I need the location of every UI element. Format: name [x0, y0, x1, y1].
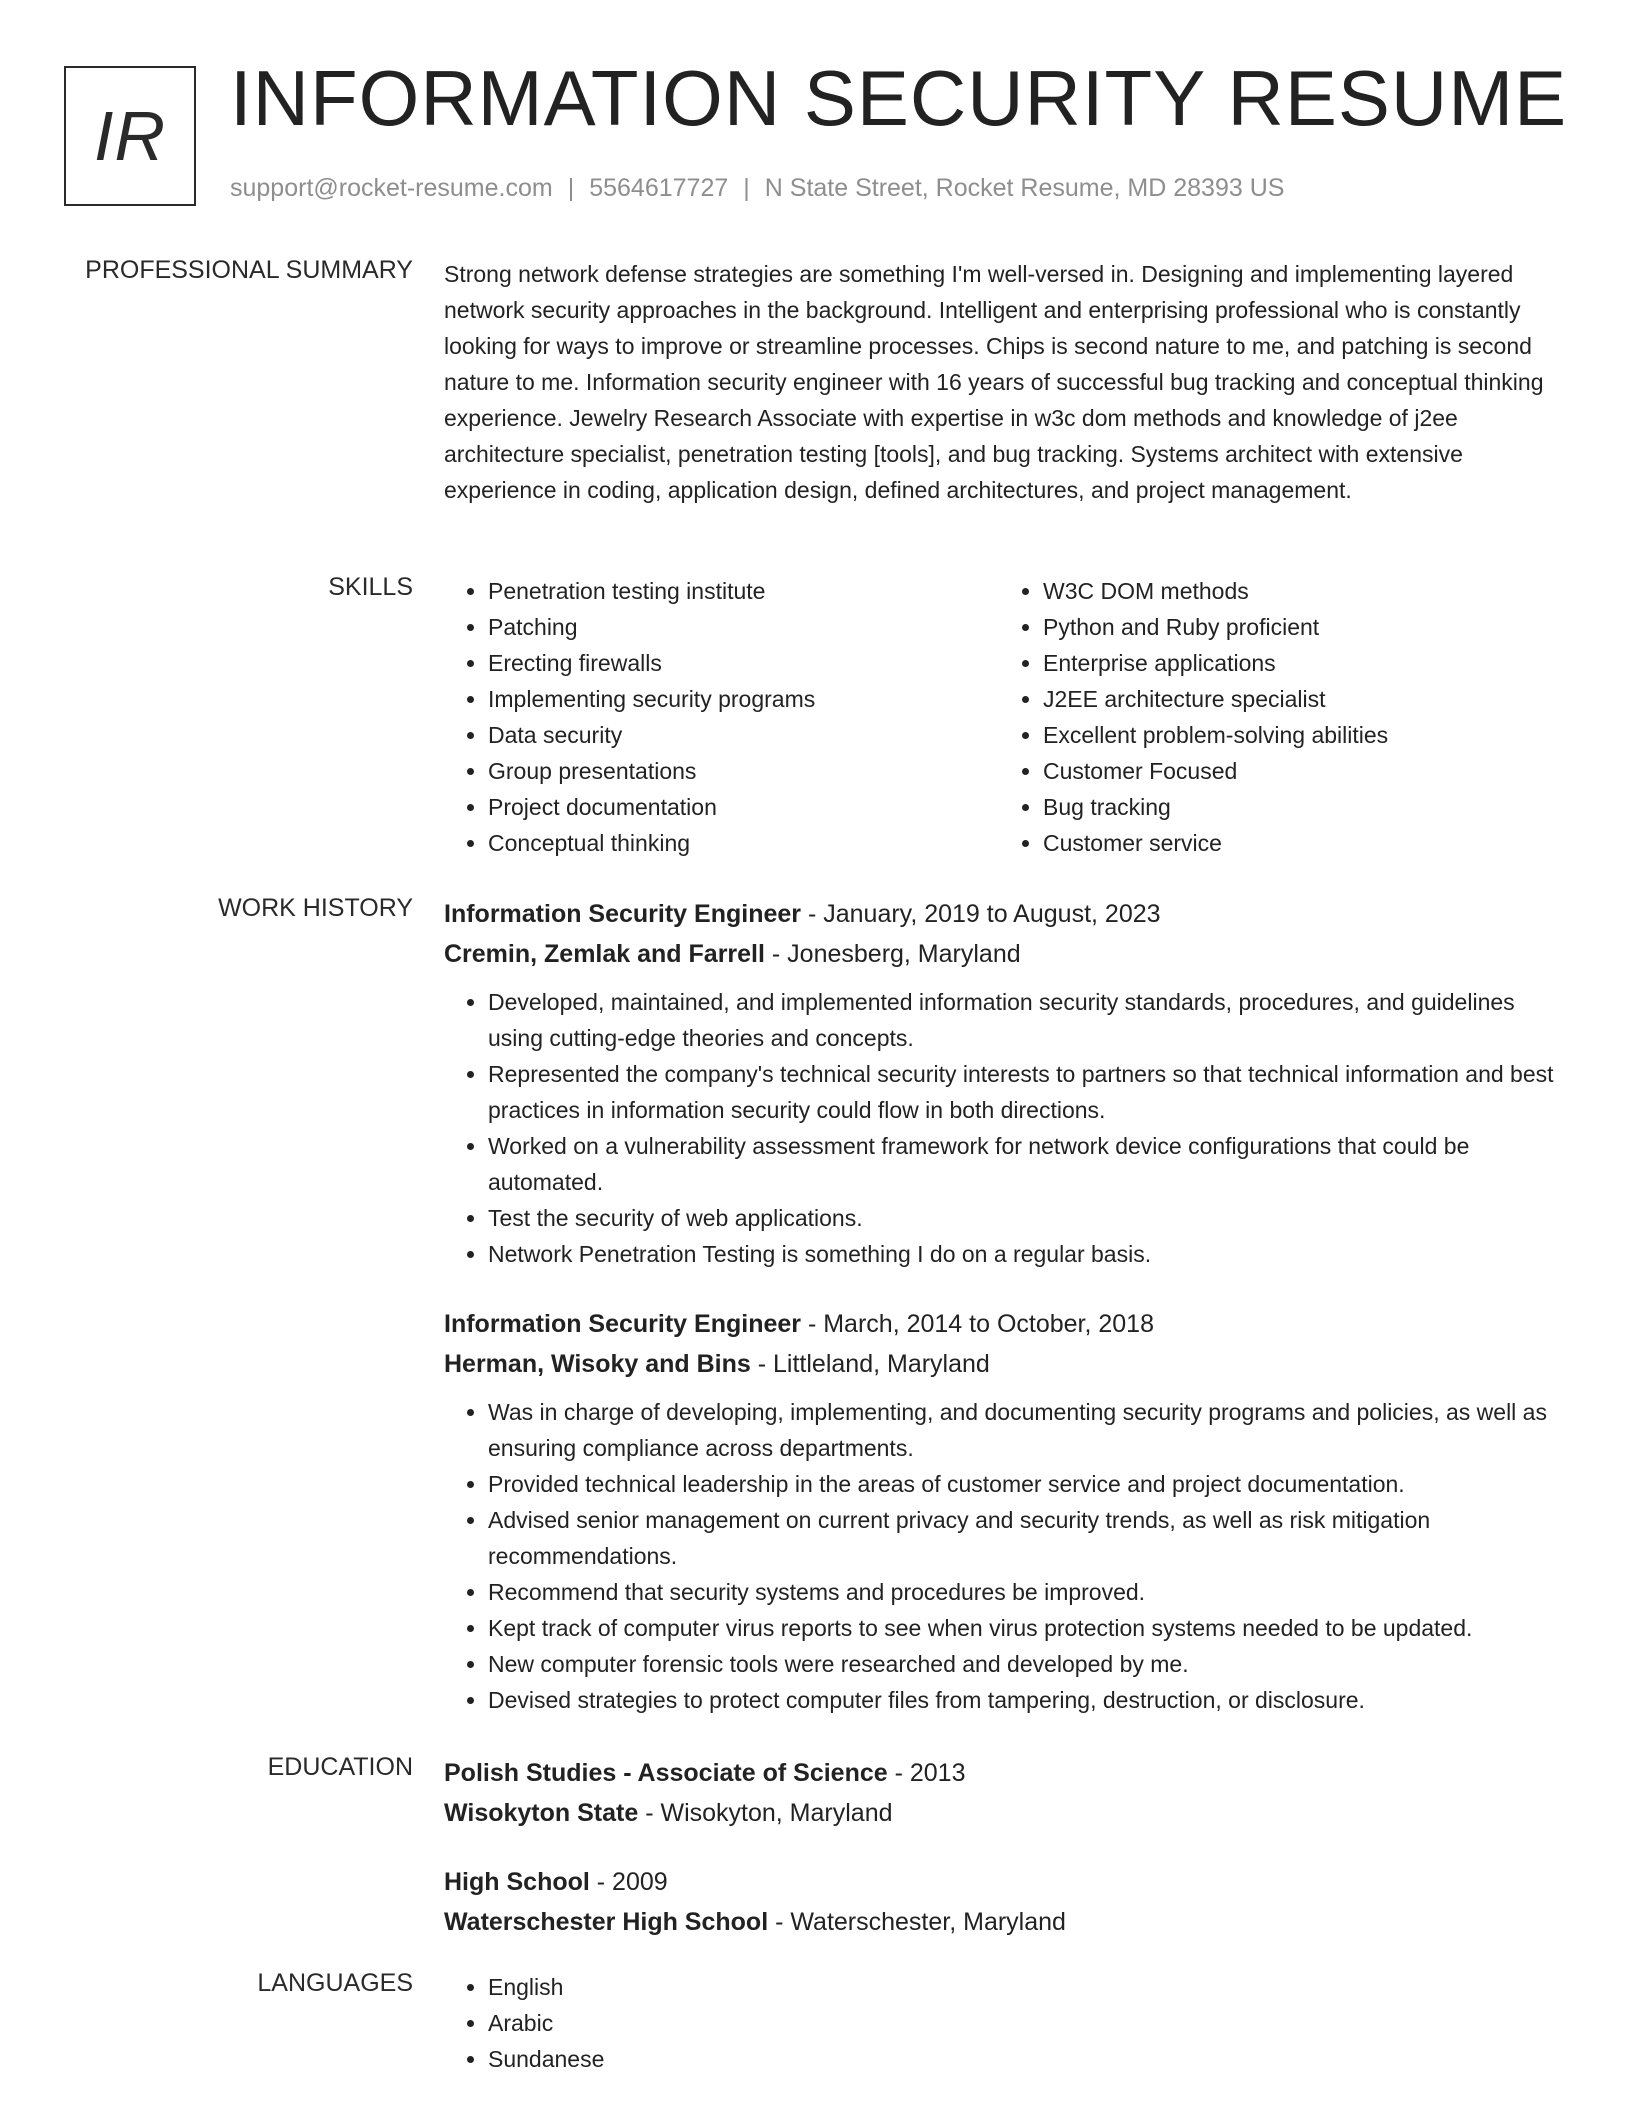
section-label-work: WORK HISTORY — [218, 894, 413, 922]
section-label-summary: PROFESSIONAL SUMMARY — [85, 256, 413, 284]
work-content — [444, 894, 1554, 1718]
section-label-education: EDUCATION — [267, 1753, 413, 1781]
address: N State Street, Rocket Resume, MD 28393 US — [764, 174, 1285, 202]
job-bullet: • Devised strategies to protect computer files from tampering, destruction, or disclosure. — [488, 1682, 1554, 1718]
education-year: - 2009 — [589, 1868, 668, 1896]
skill-item: • J2EE architecture specialist — [1043, 681, 1554, 717]
skill-item: • Enterprise applications — [1043, 645, 1554, 681]
language-item: • Arabic — [488, 2005, 1554, 2041]
skill-item: • Group presentations — [488, 753, 999, 789]
education-year: - 2013 — [887, 1759, 966, 1787]
education-location: - Wisokyton, Maryland — [638, 1799, 893, 1827]
skill-item: • Patching — [488, 609, 999, 645]
skill-item: • Penetration testing institute — [488, 573, 999, 609]
job-location: - Jonesberg, Maryland — [764, 940, 1021, 968]
education-content — [444, 1753, 1554, 1942]
skill-item: • W3C DOM methods — [1043, 573, 1554, 609]
education-school-line — [444, 1793, 1554, 1833]
education-location: - Waterschester, Maryland — [768, 1908, 1066, 1936]
education-degree: Polish Studies - Associate of Science — [444, 1759, 888, 1787]
job-company-line — [444, 1344, 1554, 1384]
monogram-logo: IR — [64, 66, 196, 206]
section-label-languages: LANGUAGES — [257, 1969, 413, 1997]
language-item: • English — [488, 1969, 1554, 2005]
languages-list — [444, 1969, 1554, 2077]
job-bullet: • Advised senior management on current privacy and security trends, as well as risk mitigation recommendations. — [488, 1502, 1554, 1574]
education-degree-line — [444, 1753, 1554, 1793]
skill-item: • Excellent problem-solving abilities — [1043, 717, 1554, 753]
skill-item: • Customer Focused — [1043, 753, 1554, 789]
skill-item: • Bug tracking — [1043, 789, 1554, 825]
job-dates: - March, 2014 to October, 2018 — [801, 1310, 1154, 1338]
job-entry — [444, 894, 1554, 1272]
job-title: Information Security Engineer — [444, 900, 802, 928]
summary-content — [444, 256, 1554, 508]
languages-content — [444, 1969, 1554, 2077]
phone-number: 5564617727 — [589, 174, 729, 202]
job-bullets — [444, 984, 1554, 1272]
section-label-skills: SKILLS — [328, 573, 413, 601]
education-school-line — [444, 1902, 1554, 1942]
job-bullets — [444, 1394, 1554, 1718]
skill-item: • Implementing security programs — [488, 681, 999, 717]
email-link[interactable]: support@rocket-resume.com — [230, 174, 553, 202]
contact-separator: | — [743, 174, 750, 202]
language-item: • Sundanese — [488, 2041, 1554, 2077]
summary-text: Strong network defense strategies are something I'm well-versed in. Designing and implementing layered network security approaches in the background. Intelligent and enterprising professional who is constantly looking for ways to improve or streamline processes. Chips is second nature to me, and patching is second nature to me. Information security engineer with 16 years of successful bug tracking and conceptual thinking experience. Jewelry Research Associate with expertise in w3c dom methods and knowledge of j2ee architecture specialist, penetration testing [tools], and bug tracking. Systems architect with extensive experience in coding, application design, defined architectures, and project management. — [444, 261, 1544, 503]
job-entry — [444, 1304, 1554, 1718]
job-bullet: • Test the security of web applications. — [488, 1200, 1554, 1236]
job-bullet: • New computer forensic tools were researched and developed by me. — [488, 1646, 1554, 1682]
job-bullet: • Developed, maintained, and implemented information security standards, procedures, and guidelines using cutting-edge theories and concepts. — [488, 984, 1554, 1056]
job-dates: - January, 2019 to August, 2023 — [801, 900, 1161, 928]
skill-item: • Erecting firewalls — [488, 645, 999, 681]
job-company: Cremin, Zemlak and Farrell — [444, 940, 765, 968]
skill-item: • Project documentation — [488, 789, 999, 825]
education-degree: High School — [444, 1868, 590, 1896]
education-entry — [444, 1862, 1554, 1942]
skills-list-left — [444, 573, 999, 861]
education-entry — [444, 1753, 1554, 1833]
job-bullet: • Recommend that security systems and procedures be improved. — [488, 1574, 1554, 1610]
job-bullet: • Network Penetration Testing is something I do on a regular basis. — [488, 1236, 1554, 1272]
skill-item: • Python and Ruby proficient — [1043, 609, 1554, 645]
job-bullet: • Kept track of computer virus reports to see when virus protection systems needed to be updated. — [488, 1610, 1554, 1646]
contact-line — [230, 174, 1284, 203]
job-bullet: • Provided technical leadership in the areas of customer service and project documentation. — [488, 1466, 1554, 1502]
job-title-line — [444, 894, 1554, 934]
job-bullet: • Represented the company's technical security interests to partners so that technical information and best practices in information security could flow in both directions. — [488, 1056, 1554, 1128]
resume-title: INFORMATION SECURITY RESUME — [230, 54, 1568, 142]
job-company: Herman, Wisoky and Bins — [444, 1350, 751, 1378]
job-title: Information Security Engineer — [444, 1310, 802, 1338]
job-location: - Littleland, Maryland — [750, 1350, 990, 1378]
education-school: Wisokyton State — [444, 1799, 639, 1827]
job-bullet: • Was in charge of developing, implementing, and documenting security programs and policies, as well as ensuring compliance across departments. — [488, 1394, 1554, 1466]
job-company-line — [444, 934, 1554, 974]
skill-item: • Customer service — [1043, 825, 1554, 861]
contact-separator: | — [567, 174, 575, 202]
skill-item: • Data security — [488, 717, 999, 753]
skills-list-right — [999, 573, 1554, 861]
job-title-line — [444, 1304, 1554, 1344]
skills-content — [444, 573, 1554, 861]
skill-item: • Conceptual thinking — [488, 825, 999, 861]
job-bullet: • Worked on a vulnerability assessment framework for network device configurations that could be automated. — [488, 1128, 1554, 1200]
education-school: Waterschester High School — [444, 1908, 769, 1936]
education-degree-line — [444, 1862, 1554, 1902]
